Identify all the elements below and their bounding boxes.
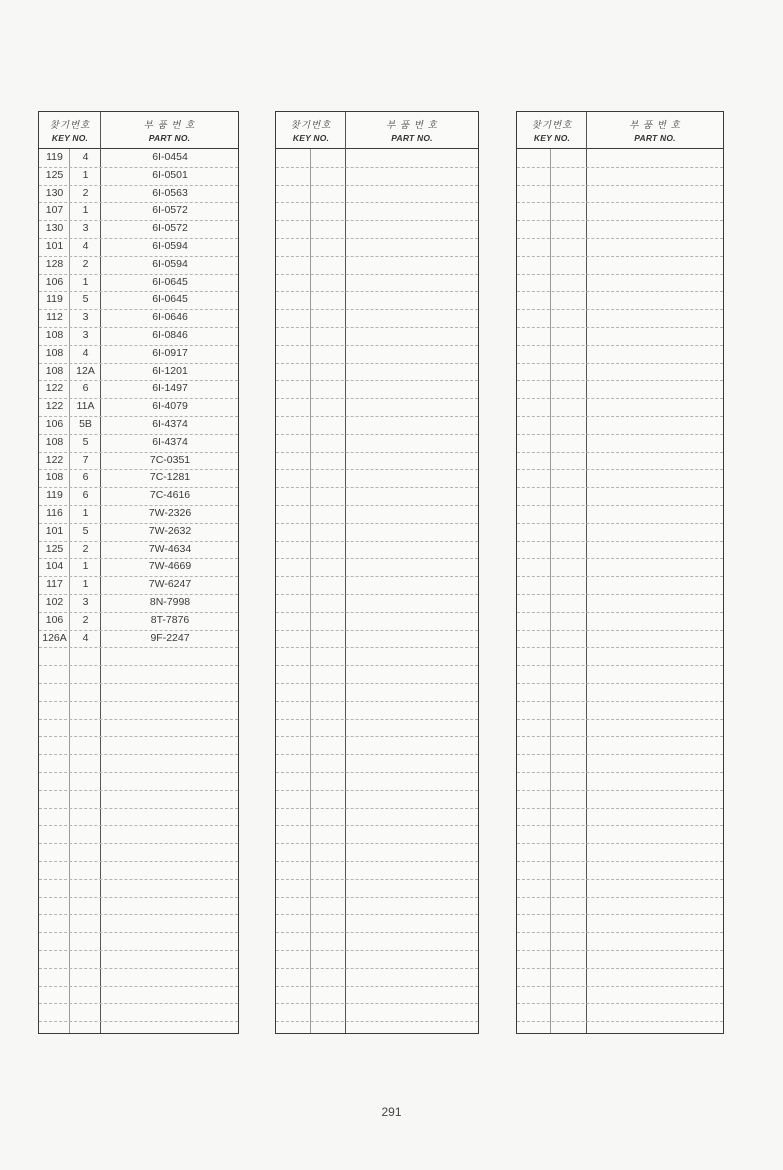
- key-sub-number-cell: 4: [82, 346, 89, 359]
- table-row: [517, 861, 723, 880]
- table-row: [39, 363, 238, 382]
- part-no-header-korean: 부 품 번 호: [386, 120, 438, 131]
- key-number-cell: 119: [46, 293, 63, 306]
- table-row: [517, 968, 723, 987]
- table-row: [39, 220, 238, 239]
- table-row: [517, 772, 723, 791]
- table-row: [276, 594, 478, 613]
- table-row: [276, 434, 478, 453]
- table-row: [517, 790, 723, 809]
- table-row: [276, 345, 478, 364]
- table-row: [517, 505, 723, 524]
- table-row: [517, 469, 723, 488]
- table-row: [39, 558, 238, 577]
- table-row: [39, 914, 238, 933]
- table-row: [276, 914, 478, 933]
- table-row: [276, 897, 478, 916]
- part-number-cell: 6I-4079: [152, 400, 188, 413]
- key-number-cell: 104: [45, 560, 64, 573]
- table-row: [39, 398, 238, 417]
- table-row: [39, 665, 238, 684]
- table-row: [517, 523, 723, 542]
- part-number-cell: 6I-0572: [152, 222, 188, 235]
- table-row: [517, 1003, 723, 1022]
- table-row: [517, 327, 723, 346]
- table-row: [39, 986, 238, 1005]
- table-row: [517, 986, 723, 1005]
- key-number-cell: 108: [45, 471, 64, 484]
- table-row: [517, 274, 723, 293]
- key-sub-number-cell: 5: [82, 293, 89, 306]
- table-row: [39, 825, 238, 844]
- part-number-cell: 9F-2247: [150, 631, 190, 644]
- table-row: [517, 808, 723, 827]
- table-body: [276, 149, 478, 1033]
- table-row: [276, 630, 478, 649]
- table-row: [39, 683, 238, 702]
- key-number-cell: 106: [45, 613, 64, 626]
- parts-table-3: [516, 111, 724, 1034]
- table-row: [39, 790, 238, 809]
- table-row: [39, 932, 238, 951]
- key-sub-number-cell: 7: [82, 453, 89, 466]
- key-sub-number-cell: 1: [82, 578, 89, 591]
- table-row: [517, 897, 723, 916]
- key-number-cell: 125: [45, 168, 64, 181]
- table-row: [517, 754, 723, 773]
- table-header: [517, 112, 723, 149]
- table-row: [517, 630, 723, 649]
- table-row: [276, 719, 478, 738]
- key-number-cell: 112: [46, 311, 63, 324]
- table-body: [39, 149, 238, 1033]
- key-number-cell: 108: [45, 329, 64, 341]
- table-row: [517, 665, 723, 684]
- table-row: [39, 630, 238, 649]
- table-row: [39, 434, 238, 453]
- table-row: [517, 256, 723, 275]
- table-row: [276, 469, 478, 488]
- part-number-cell: 6I-4374: [152, 435, 188, 448]
- key-sub-number-cell: 6: [82, 471, 89, 484]
- table-row: [276, 772, 478, 791]
- part-number-cell: 6I-0454: [152, 151, 188, 163]
- table-row: [39, 469, 238, 488]
- table-row: [39, 808, 238, 827]
- key-sub-number-cell: 11A: [76, 400, 95, 413]
- key-sub-number-cell: 1: [82, 168, 89, 181]
- table-row: [39, 647, 238, 666]
- table-row: [276, 576, 478, 595]
- key-sub-number-cell: 6: [82, 382, 89, 395]
- key-sub-number-cell: 3: [82, 311, 89, 324]
- key-number-cell: 117: [46, 578, 63, 591]
- key-no-header: [517, 112, 587, 148]
- key-number-cell: 122: [45, 453, 64, 466]
- part-number-cell: 6I-0594: [152, 257, 188, 270]
- key-no-header-english: KEY NO.: [51, 133, 89, 143]
- key-no-header-korean: 찾기번호: [49, 120, 91, 131]
- table-row: [276, 754, 478, 773]
- part-number-cell: 6I-4374: [152, 418, 188, 430]
- table-row: [517, 932, 723, 951]
- part-no-header: [587, 112, 723, 148]
- part-no-header-english: PART NO.: [148, 133, 191, 143]
- key-no-header-english: KEY NO.: [533, 133, 571, 143]
- table-row: [276, 452, 478, 471]
- key-sub-number-cell: 4: [82, 240, 89, 252]
- table-row: [276, 790, 478, 809]
- table-row: [276, 309, 478, 328]
- part-number-cell: 8T-7876: [150, 613, 190, 626]
- table-header: [276, 112, 478, 149]
- table-row: [276, 185, 478, 204]
- table-row: [517, 167, 723, 186]
- part-number-cell: 7W-4634: [148, 542, 192, 555]
- table-row: [276, 149, 478, 168]
- table-row: [39, 541, 238, 560]
- table-row: [517, 487, 723, 506]
- table-row: [276, 879, 478, 898]
- key-number-cell: 116: [46, 507, 63, 519]
- table-row: [39, 879, 238, 898]
- part-number-cell: 7W-2326: [148, 507, 192, 519]
- table-row: [39, 256, 238, 275]
- key-number-cell: 101: [45, 524, 64, 537]
- part-number-cell: 7C-4616: [149, 489, 191, 502]
- key-no-header-korean: 찾기번호: [531, 120, 573, 131]
- table-row: [517, 149, 723, 168]
- table-row: [39, 345, 238, 364]
- key-sub-number-cell: 5B: [79, 418, 92, 430]
- table-row: [276, 220, 478, 239]
- key-number-cell: 126A: [42, 631, 67, 644]
- key-sub-number-cell: 5: [82, 435, 89, 448]
- table-row: [517, 398, 723, 417]
- table-row: [39, 487, 238, 506]
- part-number-cell: 6I-0646: [152, 311, 188, 324]
- table-row: [517, 185, 723, 204]
- key-sub-number-cell: 1: [82, 560, 89, 573]
- table-row: [276, 363, 478, 382]
- key-no-header-korean: 찾기번호: [290, 120, 332, 131]
- table-row: [517, 825, 723, 844]
- key-number-cell: 122: [45, 382, 64, 395]
- table-row: [39, 274, 238, 293]
- table-row: [276, 825, 478, 844]
- table-row: [39, 772, 238, 791]
- table-row: [39, 861, 238, 880]
- page-number: 291: [381, 1105, 402, 1119]
- part-no-header: [346, 112, 478, 148]
- key-number-cell: 130: [45, 186, 64, 199]
- table-row: [276, 291, 478, 310]
- table-row: [517, 452, 723, 471]
- table-row: [517, 220, 723, 239]
- key-sub-number-cell: 3: [82, 222, 89, 235]
- table-row: [517, 576, 723, 595]
- table-row: [517, 736, 723, 755]
- key-number-cell: 108: [45, 346, 64, 359]
- table-row: [39, 309, 238, 328]
- part-number-cell: 7C-0351: [149, 453, 191, 466]
- key-number-cell: 106: [45, 275, 64, 288]
- table-row: [517, 879, 723, 898]
- table-row: [39, 897, 238, 916]
- table-row: [276, 238, 478, 257]
- table-row: [276, 398, 478, 417]
- key-sub-number-cell: 1: [82, 204, 89, 217]
- table-row: [517, 541, 723, 560]
- part-number-cell: 6I-0563: [152, 186, 188, 199]
- table-row: [39, 701, 238, 720]
- table-row: [39, 380, 238, 399]
- table-row: [39, 149, 238, 168]
- part-number-cell: 7W-2632: [148, 524, 192, 537]
- table-row: [517, 843, 723, 862]
- part-number-cell: 8N-7998: [149, 596, 191, 608]
- table-row: [517, 291, 723, 310]
- table-row: [517, 345, 723, 364]
- key-sub-number-cell: 1: [82, 275, 89, 288]
- key-sub-number-cell: 2: [82, 186, 89, 199]
- key-sub-number-cell: 6: [82, 489, 89, 502]
- table-row: [517, 701, 723, 720]
- part-number-cell: 6I-0645: [152, 293, 188, 306]
- key-sub-number-cell: 2: [82, 257, 89, 270]
- key-number-cell: 125: [45, 542, 64, 555]
- part-no-header-english: PART NO.: [391, 133, 433, 143]
- part-number-cell: 7W-4669: [148, 560, 192, 573]
- key-number-cell: 122: [45, 400, 64, 413]
- table-row: [276, 932, 478, 951]
- table-row: [517, 594, 723, 613]
- key-sub-number-cell: 3: [82, 329, 89, 341]
- part-number-cell: 6I-0645: [152, 275, 188, 288]
- table-row: [276, 505, 478, 524]
- table-row: [39, 327, 238, 346]
- key-no-header-english: KEY NO.: [292, 133, 330, 143]
- table-row: [39, 1003, 238, 1022]
- table-row: [276, 327, 478, 346]
- table-row: [39, 167, 238, 186]
- parts-table-1: [38, 111, 239, 1034]
- table-row: [517, 719, 723, 738]
- table-row: [276, 986, 478, 1005]
- part-number-cell: 6I-0917: [152, 346, 188, 359]
- table-row: [39, 416, 238, 435]
- table-header: [39, 112, 238, 149]
- key-number-cell: 108: [45, 364, 64, 377]
- table-row: [276, 647, 478, 666]
- part-no-header-korean: 부 품 번 호: [629, 120, 681, 131]
- part-number-cell: 6I-0572: [152, 204, 188, 217]
- key-sub-number-cell: 2: [82, 542, 89, 555]
- key-sub-number-cell: 2: [82, 613, 89, 626]
- table-row: [39, 612, 238, 631]
- key-sub-number-cell: 3: [82, 596, 89, 608]
- table-row: [276, 808, 478, 827]
- table-row: [276, 968, 478, 987]
- key-number-cell: 107: [45, 204, 64, 217]
- table-row: [39, 950, 238, 969]
- table-row: [276, 701, 478, 720]
- table-row: [39, 594, 238, 613]
- table-row: [276, 202, 478, 221]
- table-row: [517, 202, 723, 221]
- part-no-header-korean: 부 품 번 호: [143, 120, 196, 131]
- table-row: [517, 434, 723, 453]
- key-number-cell: 130: [45, 222, 64, 235]
- part-number-cell: 6I-0594: [152, 240, 188, 252]
- table-row: [39, 736, 238, 755]
- table-row: [276, 256, 478, 275]
- table-row: [39, 719, 238, 738]
- key-no-header: [276, 112, 346, 148]
- table-row: [517, 309, 723, 328]
- key-number-cell: 106: [45, 418, 64, 430]
- table-row: [39, 291, 238, 310]
- table-row: [39, 238, 238, 257]
- part-number-cell: 7W-6247: [148, 578, 192, 591]
- table-row: [517, 416, 723, 435]
- table-row: [39, 754, 238, 773]
- table-row: [517, 380, 723, 399]
- key-number-cell: 101: [45, 240, 64, 252]
- table-row: [39, 185, 238, 204]
- part-no-header-english: PART NO.: [634, 133, 676, 143]
- key-sub-number-cell: 1: [82, 507, 89, 519]
- parts-table-2: [275, 111, 479, 1034]
- table-row: [276, 843, 478, 862]
- table-row: [276, 416, 478, 435]
- table-row: [517, 683, 723, 702]
- key-number-cell: 128: [45, 257, 64, 270]
- part-no-header: [101, 112, 238, 148]
- key-sub-number-cell: 12A: [76, 364, 95, 377]
- table-row: [276, 950, 478, 969]
- part-number-cell: 6I-0846: [152, 329, 188, 341]
- table-row: [517, 612, 723, 631]
- key-number-cell: 102: [45, 596, 64, 608]
- table-row: [276, 523, 478, 542]
- table-body: [517, 149, 723, 1033]
- part-number-cell: 7C-1281: [149, 471, 191, 484]
- table-row: [39, 576, 238, 595]
- table-row: [39, 843, 238, 862]
- table-row: [276, 612, 478, 631]
- table-row: [39, 202, 238, 221]
- table-row: [517, 238, 723, 257]
- part-number-cell: 6I-1201: [152, 364, 188, 377]
- table-row: [39, 452, 238, 471]
- key-no-header: [39, 112, 101, 148]
- key-sub-number-cell: 5: [82, 524, 89, 537]
- key-sub-number-cell: 4: [82, 631, 89, 644]
- table-row: [517, 647, 723, 666]
- table-row: [517, 558, 723, 577]
- table-row: [517, 363, 723, 382]
- key-number-cell: 119: [46, 151, 63, 163]
- table-row: [276, 558, 478, 577]
- table-row: [517, 950, 723, 969]
- table-row: [276, 167, 478, 186]
- table-row: [39, 968, 238, 987]
- part-number-cell: 6I-0501: [152, 168, 188, 181]
- table-row: [276, 380, 478, 399]
- table-row: [276, 487, 478, 506]
- key-number-cell: 119: [46, 489, 63, 502]
- table-row: [276, 861, 478, 880]
- table-row: [276, 274, 478, 293]
- table-row: [276, 736, 478, 755]
- key-number-cell: 108: [45, 435, 64, 448]
- table-row: [39, 505, 238, 524]
- table-row: [39, 523, 238, 542]
- table-row: [276, 541, 478, 560]
- part-number-cell: 6I-1497: [152, 382, 188, 395]
- table-row: [517, 914, 723, 933]
- table-row: [276, 1003, 478, 1022]
- table-row: [276, 683, 478, 702]
- table-row: [276, 665, 478, 684]
- key-sub-number-cell: 4: [82, 151, 89, 163]
